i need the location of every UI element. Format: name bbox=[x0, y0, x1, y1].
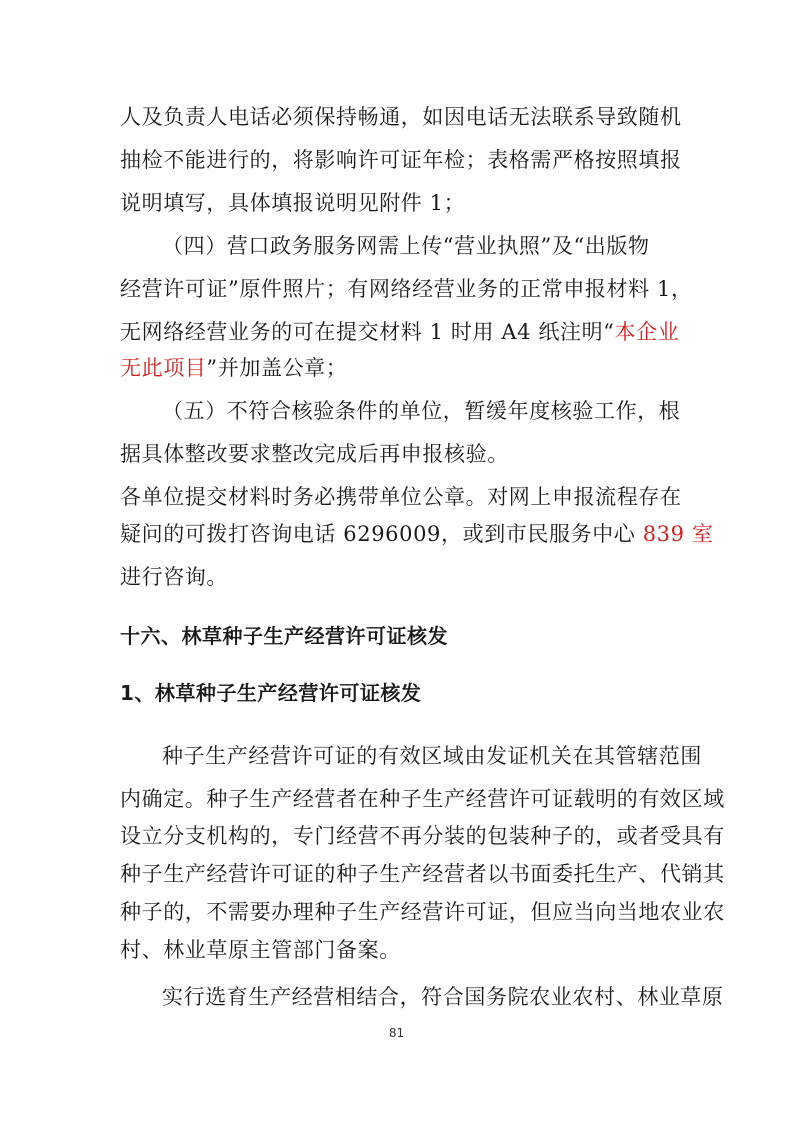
paragraph-line: 设立分支机构的，专门经营不再分装的包装种子的，或者受具有 bbox=[120, 824, 725, 848]
page-number: 81 bbox=[388, 1026, 405, 1040]
text-segment: 无网络经营业务的可在提交材料 1 时用 A4 纸注明“ bbox=[120, 320, 615, 344]
subsection-heading: 1、林草种子生产经营许可证核发 bbox=[120, 681, 422, 705]
paragraph-line: 种子生产经营许可证的有效区域由发证机关在其管辖范围 bbox=[162, 744, 702, 768]
highlighted-text: 839 室 bbox=[642, 522, 714, 546]
paragraph-line: 村、林业草原主管部门备案。 bbox=[120, 938, 401, 962]
paragraph-line: 实行选育生产经营相结合，符合国务院农业农村、林业草原 bbox=[162, 985, 724, 1009]
text-segment: 疑问的可拨打咨询电话 6296009，或到市民服务中心 bbox=[120, 522, 643, 546]
paragraph-line: 种子的，不需要办理种子生产经营许可证，但应当向当地农业农 bbox=[120, 900, 725, 924]
paragraph-line: 经营许可证”原件照片；有网络经营业务的正常申报材料 1， bbox=[120, 277, 693, 301]
text-segment: ”并加盖公章； bbox=[206, 356, 348, 380]
paragraph-line bbox=[120, 520, 714, 548]
paragraph-line bbox=[120, 354, 680, 382]
paragraph-line: 内确定。种子生产经营者在种子生产经营许可证载明的有效区域 bbox=[120, 787, 725, 811]
section-heading: 十六、林草种子生产经营许可证核发 bbox=[120, 624, 448, 648]
paragraph-line: 各单位提交材料时务必携带单位公章。对网上申报流程存在 bbox=[120, 485, 682, 509]
paragraph-line: 进行咨询。 bbox=[120, 565, 228, 589]
paragraph-line: （四）营口政务服务网需上传“营业执照”及“出版物 bbox=[162, 234, 650, 258]
highlighted-text: 本企业 bbox=[614, 320, 680, 344]
highlighted-text: 无此项目 bbox=[120, 356, 207, 380]
paragraph-line: （五）不符合核验条件的单位，暂缓年度核验工作，根 bbox=[162, 399, 681, 423]
paragraph-line: 抽检不能进行的，将影响许可证年检；表格需严格按照填报 bbox=[120, 148, 682, 172]
paragraph-line: 说明填写，具体填报说明见附件 1； bbox=[120, 191, 466, 215]
paragraph-line: 据具体整改要求整改完成后再申报核验。 bbox=[120, 442, 509, 466]
paragraph-line bbox=[120, 318, 680, 346]
paragraph-line: 人及负责人电话必须保持畅通，如因电话无法联系导致随机 bbox=[120, 105, 682, 129]
paragraph-line: 种子生产经营许可证的种子生产经营者以书面委托生产、代销其 bbox=[120, 862, 725, 886]
